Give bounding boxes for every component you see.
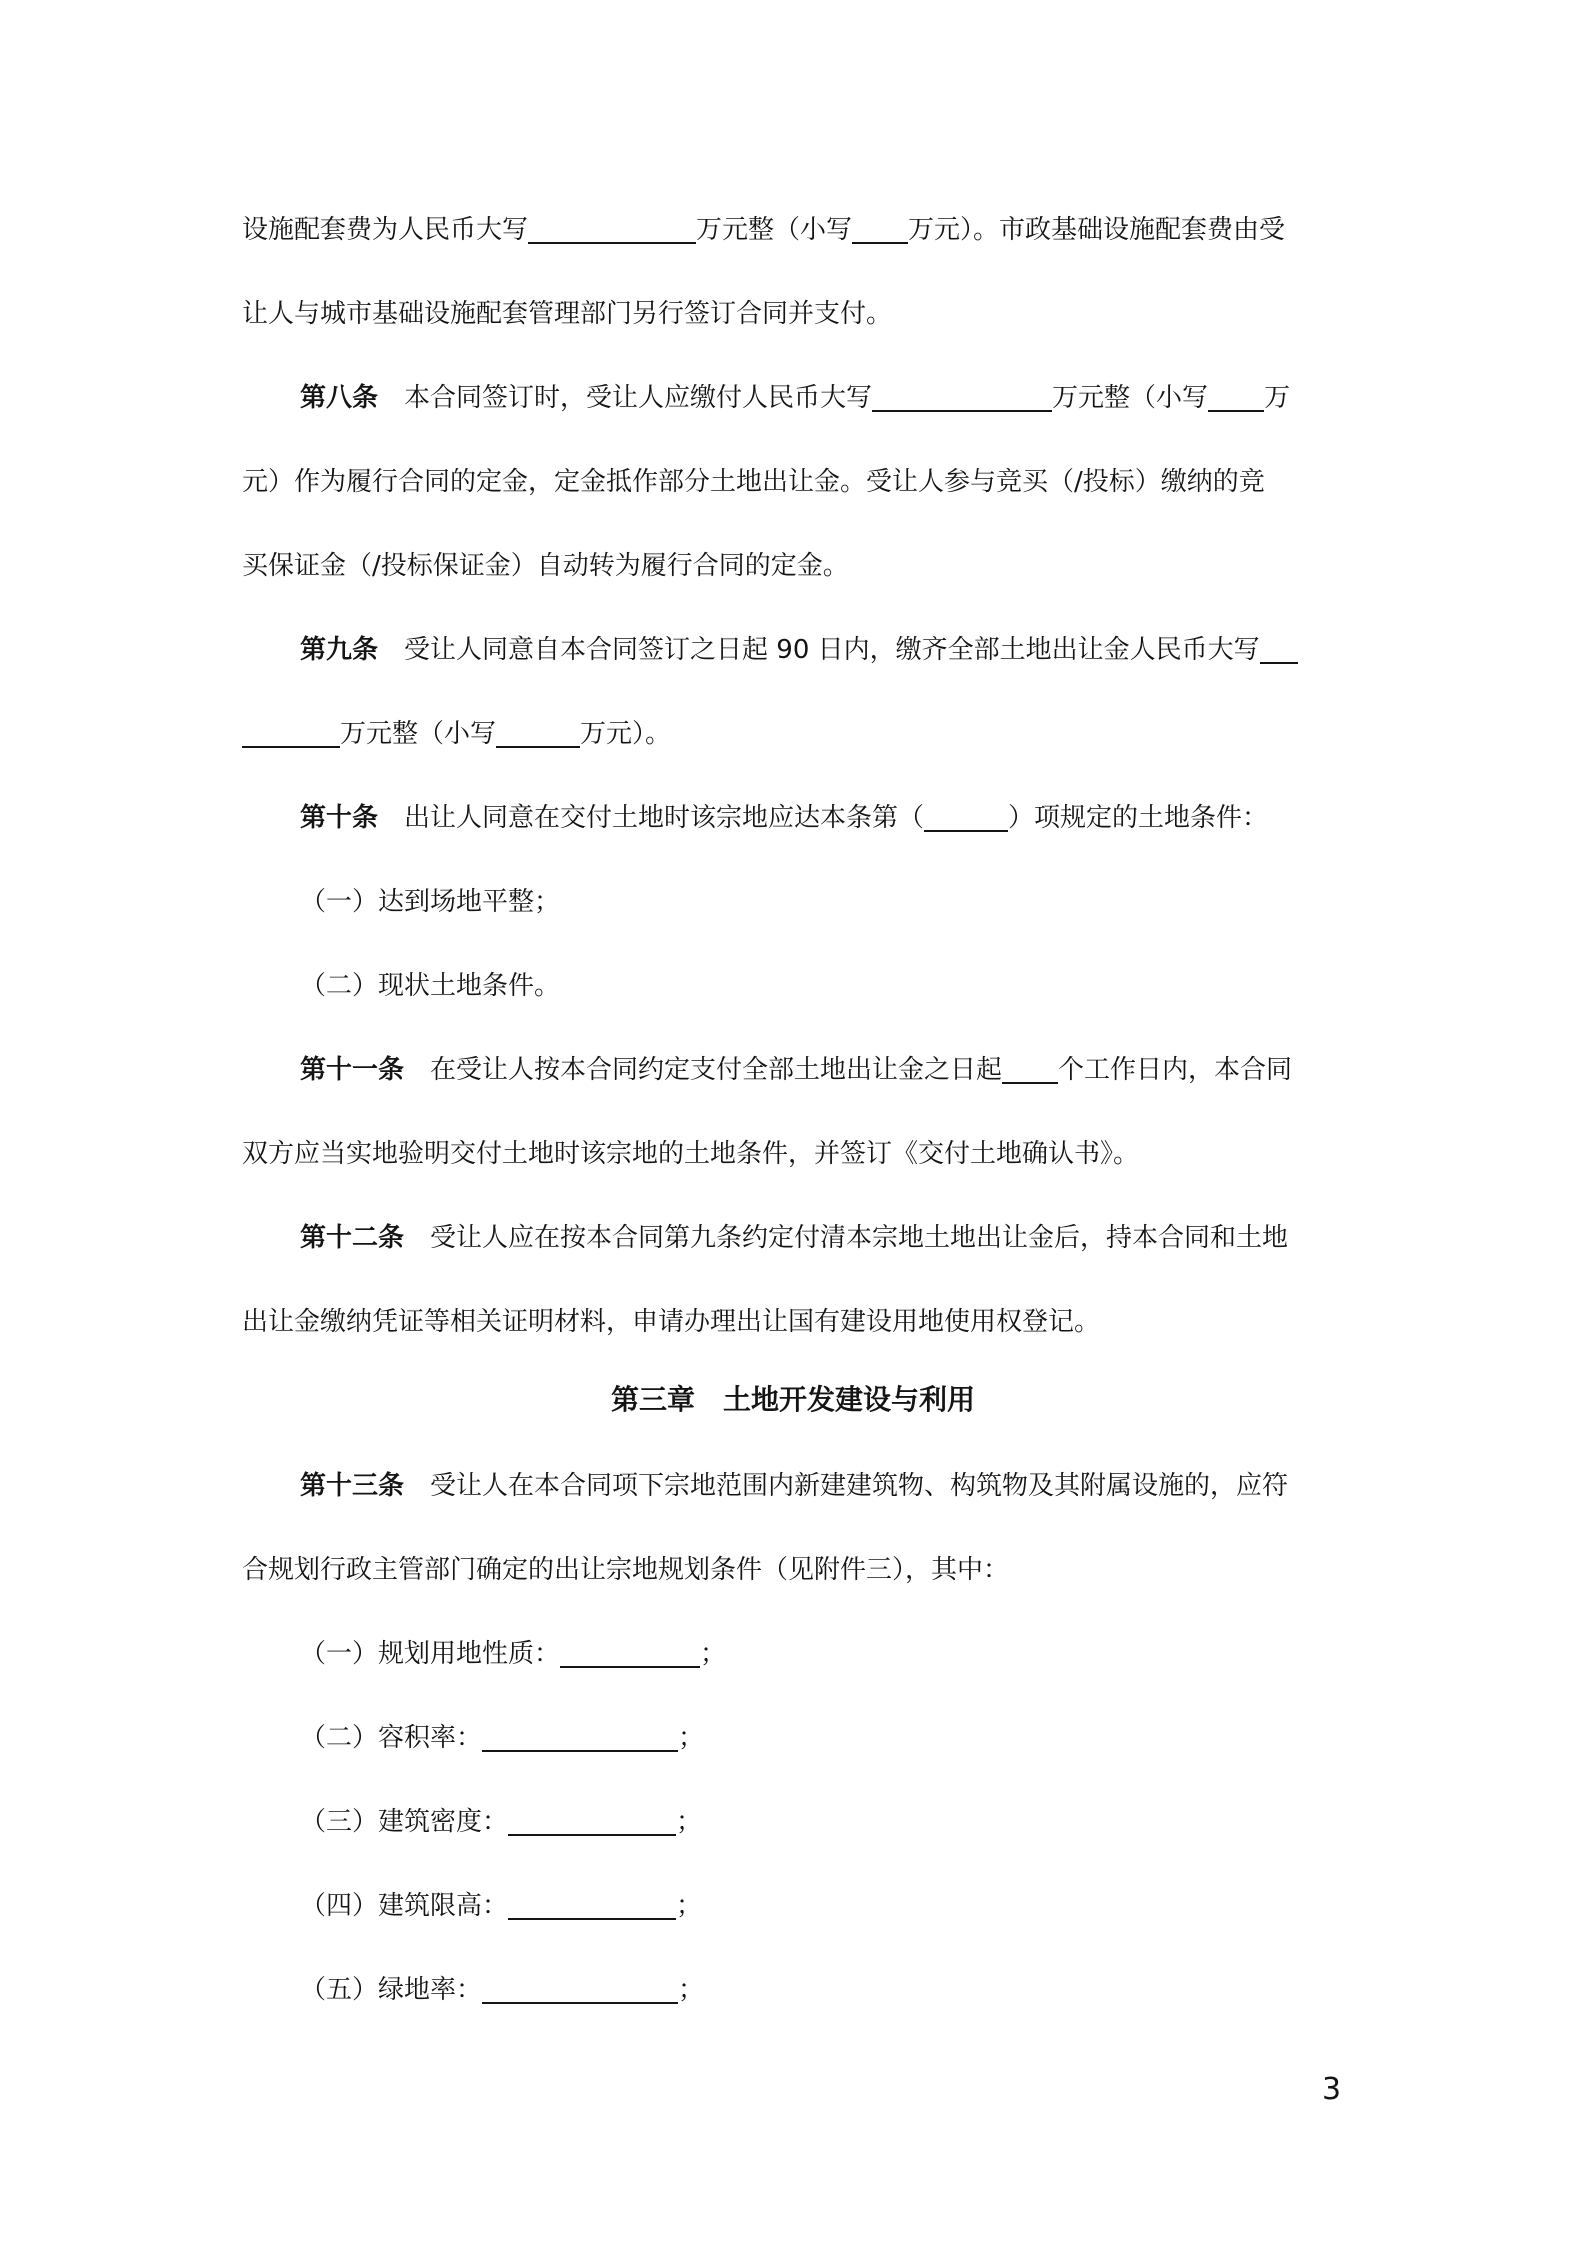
semicolon: ； [678,1723,705,1753]
planning-item-green-ratio [300,1970,704,2010]
text-segment: 受让人在本合同项下宗地范围内新建建筑物、构筑物及其附属设施的，应符 [430,1471,1289,1501]
article-9-line-2 [242,714,671,754]
blank-field-total-uppercase-start [1260,634,1298,664]
text-segment: ）项规定的土地条件： [1008,803,1269,833]
article-13-line-1 [300,1466,1288,1506]
article-11-line-2: 双方应当实地验明交付土地时该宗地的土地条件，并签订《交付土地确认书》。 [242,1139,1140,1169]
article-9-heading: 第九条 [300,635,379,665]
article-8-line-3: 买保证金（/投标保证金）自动转为履行合同的定金。 [242,551,849,581]
blank-field-plot-ratio [482,1722,678,1752]
planning-item-plot-ratio [300,1718,704,1758]
planning-item-building-density [300,1802,702,1842]
article-13-line-2: 合规划行政主管部门确定的出让宗地规划条件（见附件三），其中： [242,1555,1010,1585]
semicolon: ； [678,1975,705,2005]
text-segment: 设施配套费为人民币大写 [242,215,529,245]
blank-field-height-limit [508,1890,676,1920]
article-13-heading: 第十三条 [300,1471,405,1501]
text-segment: （五）绿地率： [300,1975,483,2005]
article-12-heading: 第十二条 [300,1223,405,1253]
article-7-continuation-line [242,210,1285,250]
text-segment: 出让人同意在交付土地时该宗地应达本条第（ [404,803,925,833]
article-8-line-2: 元）作为履行合同的定金，定金抵作部分土地出让金。受让人参与竞买（/投标）缴纳的竞 [242,467,1265,497]
text-segment: （二）容积率： [300,1723,483,1753]
article-11-line-1 [300,1050,1292,1090]
article-8-line-1 [300,378,1290,418]
planning-item-height-limit [300,1886,702,1926]
blank-field-uppercase-amount [528,214,696,244]
article-7-last-line: 让人与城市基础设施配套管理部门另行签订合同并支付。 [242,299,893,329]
semicolon: ； [700,1639,727,1669]
text-segment: （四）建筑限高： [300,1891,509,1921]
text-segment: 本合同签订时，受让人应缴付人民币大写 [404,383,873,413]
blank-field-deposit-lowercase [1208,382,1264,412]
blank-field-lowercase-amount [852,214,908,244]
article-12-line-1 [300,1218,1288,1258]
text-segment: 万 [1264,383,1291,413]
article-10-item-1: （一）达到场地平整； [300,887,561,917]
blank-field-working-days [1002,1054,1058,1084]
text-segment: 万元整（小写 [696,215,853,245]
blank-field-green-ratio [482,1974,678,2004]
text-segment: （三）建筑密度： [300,1807,509,1837]
text-segment: 受让人同意自本合同签订之日起 90 日内，缴齐全部土地出让金人民币大写 [404,635,1260,665]
blank-field-land-use [560,1638,700,1668]
article-8-heading: 第八条 [300,383,379,413]
page-number: 3 [1322,2072,1342,2107]
text-segment: 在受让人按本合同约定支付全部土地出让金之日起 [430,1055,1003,1085]
text-segment: 万元）。市政基础设施配套费由受 [908,215,1286,245]
blank-field-land-condition-item [924,802,1008,832]
article-10-heading: 第十条 [300,803,379,833]
chapter-3-title: 第三章 土地开发建设与利用 [610,1383,975,1416]
semicolon: ； [676,1891,703,1921]
article-10-item-2: （二）现状土地条件。 [300,971,561,1001]
blank-field-total-lowercase [496,718,580,748]
text-segment: 万元整（小写 [1052,383,1209,413]
text-segment: 万元）。 [580,719,672,749]
blank-field-total-uppercase-end [242,718,340,748]
article-9-line-1 [300,630,1298,670]
article-12-line-2: 出让金缴纳凭证等相关证明材料，申请办理出让国有建设用地使用权登记。 [242,1307,1101,1337]
article-10-line-1 [300,798,1268,838]
blank-field-deposit-uppercase [872,382,1052,412]
semicolon: ； [676,1807,703,1837]
article-11-heading: 第十一条 [300,1055,405,1085]
planning-item-land-use [300,1634,726,1674]
text-segment: 受让人应在按本合同第九条约定付清本宗地土地出让金后，持本合同和土地 [430,1223,1289,1253]
text-segment: 个工作日内，本合同 [1058,1055,1293,1085]
text-segment: 万元整（小写 [340,719,497,749]
text-segment: （一）规划用地性质： [300,1639,561,1669]
blank-field-building-density [508,1806,676,1836]
